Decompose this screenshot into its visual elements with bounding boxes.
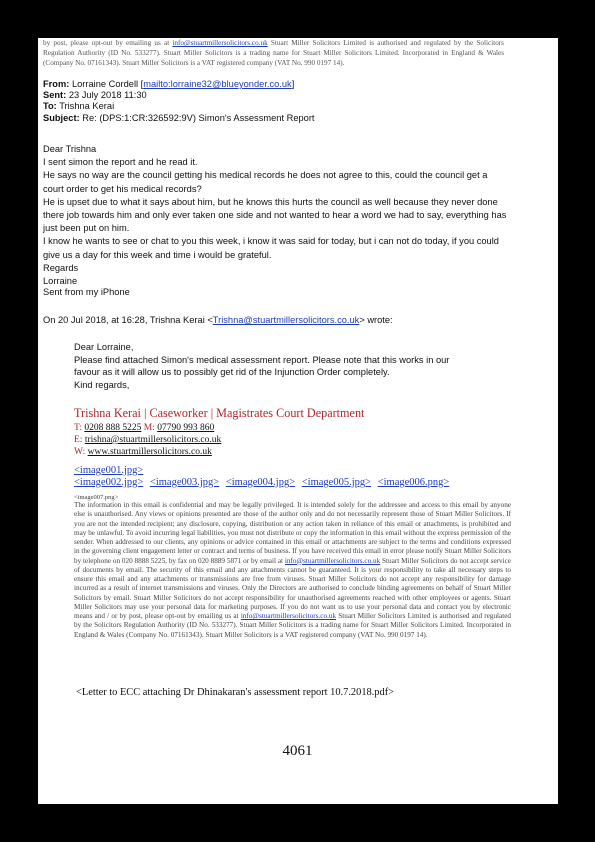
image-placeholder-row [74,477,453,488]
signature-phone-row [74,423,214,434]
body-line: I know he wants to see or chat to you this week, i know it was said for today, but i can not do today, if you could give us a day for this week and time i would be grateful. [43,236,499,260]
disclaimer-text-2: Stuart Miller Solicitors do not accept service of documents by email. The security of this email and any attachments cannot be guaranteed. It is your responsibility to take all necessary steps to ensure this email and any attachments or transmissions are free from viruses. Stuart Miller Solicitors do not accept any responsibility for damage incurred as a result of internet transmissions and viruses. Only the Directors are authorised to conclude binding agreements on behalf of Stuart Miller Solicitors by email. Stuart Miller Solicitors do not accept responsibility for unauthorised agreements reached with other employees or agents. Stuart Miller Solicitors may use your personal data for marketing purposes. If you do not want us to use your personal data and contact you by electronic means and / or by post, please opt-out by emailing us at [74,556,511,620]
on-wrote-email-link[interactable]: Trishna@stuartmillersolicitors.co.uk [212,315,360,325]
sent-value: 23 July 2018 11:30 [68,90,147,101]
body-line: Regards [43,262,79,273]
image006-link[interactable]: <image006.png> [377,477,450,488]
phone-link[interactable]: 0208 888 5225 [84,423,142,433]
signature-email-link[interactable]: trishna@stuartmillersolicitors.co.uk [84,435,222,445]
quoted-closing: Kind regards, [74,379,130,390]
signature-name: Trishna Kerai | Caseworker | Magistrates Court Department [74,406,365,420]
quoted-paragraph: Please find attached Simon's medical assessment report. Please note that this works in our favour as it will allow us to possibly get rid of the Injunction Order completely. [74,354,450,378]
quoted-greeting: Dear Lorraine, [74,342,134,352]
subject-value: Re: (DPS:1:CR:326592:9V) Simon's Assessment Report [82,112,315,123]
subject-label: Subject: [43,112,80,123]
email-header [43,79,503,124]
mobile-link[interactable]: 07790 993 860 [157,423,215,433]
image002-link[interactable]: <image002.jpg> [74,477,144,488]
web-label: W: [74,447,86,457]
signature-web-row [74,447,212,458]
from-name: Lorraine Cordell [ [71,79,144,89]
body-line: Lorraine [43,276,78,287]
on-wrote-text-2: > wrote: [359,315,393,325]
on-wrote-line [43,315,513,325]
disclaimer-top [43,38,504,68]
email-body [43,143,508,288]
body-line: He says no way are the council getting his medical records he does not agree to this, could the council get a court order to get his medical records? [43,170,488,194]
body-line: He is upset due to what it says about him, but he knows this hurts the council as well because they never done there job towards him and only ever taken one side and not wanted to hear a word we had to say, everything has just been put on him. [43,196,507,234]
quoted-message [74,341,474,391]
from-row [43,79,503,90]
sent-from-iphone: Sent from my iPhone [43,287,130,297]
email-label: E: [74,435,83,445]
body-line: I sent simon the report and he read it. [43,157,198,168]
disclaimer-email-link-2[interactable]: info@stuartmillersolicitors.co.uk [240,612,337,620]
website-link[interactable]: www.stuartmillersolicitors.co.uk [87,447,212,457]
image005-link[interactable]: <image005.jpg> [301,477,372,488]
signature-email-row [74,435,221,446]
sent-label: Sent: [43,90,67,101]
image003-link[interactable]: <image003.jpg> [149,477,220,488]
image007-placeholder: <image007.png> [74,494,119,501]
disclaimer-text: The information in this email is confidential and may be legally privileged. It is intended solely for the addressee and access to this email by anyone else is unauthorised. Any views or opinions presented are those of the author only and do not necessarily represent those of Stuart Miller Solicitors. If you are not the intended recipient; any disclosure, copying, distribution or any action taken in reliance of this email or attachments, is prohibited and may be unlawful. To avoid incurring legal liabilities, you must not distribute or copy the information in this email without the express permission of the sender. When addressed to our clients, any opinions or advice contained in this email or attachments are subject to the terms and conditions expressed in the governing client engagement letter or contract and terms of business. If you have received this email in error please notify Stuart Miller Solicitors by telephone on 020 8888 5225, by fax on 020 8889 5871 or by email at [74,501,511,565]
disclaimer-top-email-link[interactable]: info@stuartmillersolicitors.co.uk [172,39,268,47]
disclaimer-top-text-2: Stuart Miller Solicitors Limited is authorised and regulated by the Solicitors Regulation Authority (ID No. 533277). Stuart Miller Solicitors is a trading name for Stuart Miller Solicitors Limited. Incorporated in England & Wales (Company No. 07161343). Stuart Miller Solicitors is a VAT registered company (VAT No. 990 0197 14). [43,39,504,67]
disclaimer-top-text: by post, please opt-out by emailing us at [43,39,173,47]
image-placeholder[interactable] [74,465,143,476]
to-row [43,101,503,112]
to-value: Trishna Kerai [59,101,115,112]
to-label: To: [43,101,57,112]
on-wrote-text: On 20 Jul 2018, at 16:28, Trishna Kerai < [43,315,213,325]
page-number: 4061 [282,743,313,759]
phone-label: T: [74,423,82,433]
from-close: ] [291,79,295,89]
disclaimer-email-link[interactable]: info@stuartmillersolicitors.co.uk [284,556,381,565]
from-label: From: [43,79,70,89]
from-email-link[interactable]: mailto:lorraine32@blueyonder.co.uk [143,79,292,89]
mobile-label: M: [143,423,155,433]
sent-row [43,90,503,101]
disclaimer-main [74,501,511,640]
body-line: Dear Trishna [43,144,97,154]
image001-link[interactable]: <image001.jpg> [74,465,144,476]
image004-link[interactable]: <image004.jpg> [225,477,296,488]
disclaimer-text-3: Stuart Miller Solicitors Limited is authorised and regulated by the Solicitors Regulation Authority (ID No. 533277). Stuart Miller Solicitors is a trading name for Stuart Miller Solicitors Limited. Incorporated in England & Wales (Company No. 07161343). Stuart Miller Solicitors is a VAT registered company (VAT No. 990 0197 14). [74,612,512,639]
subject-row [43,113,503,124]
attachment-line: <Letter to ECC attaching Dr Dhinakaran's assessment report 10.7.2018.pdf> [76,687,395,698]
